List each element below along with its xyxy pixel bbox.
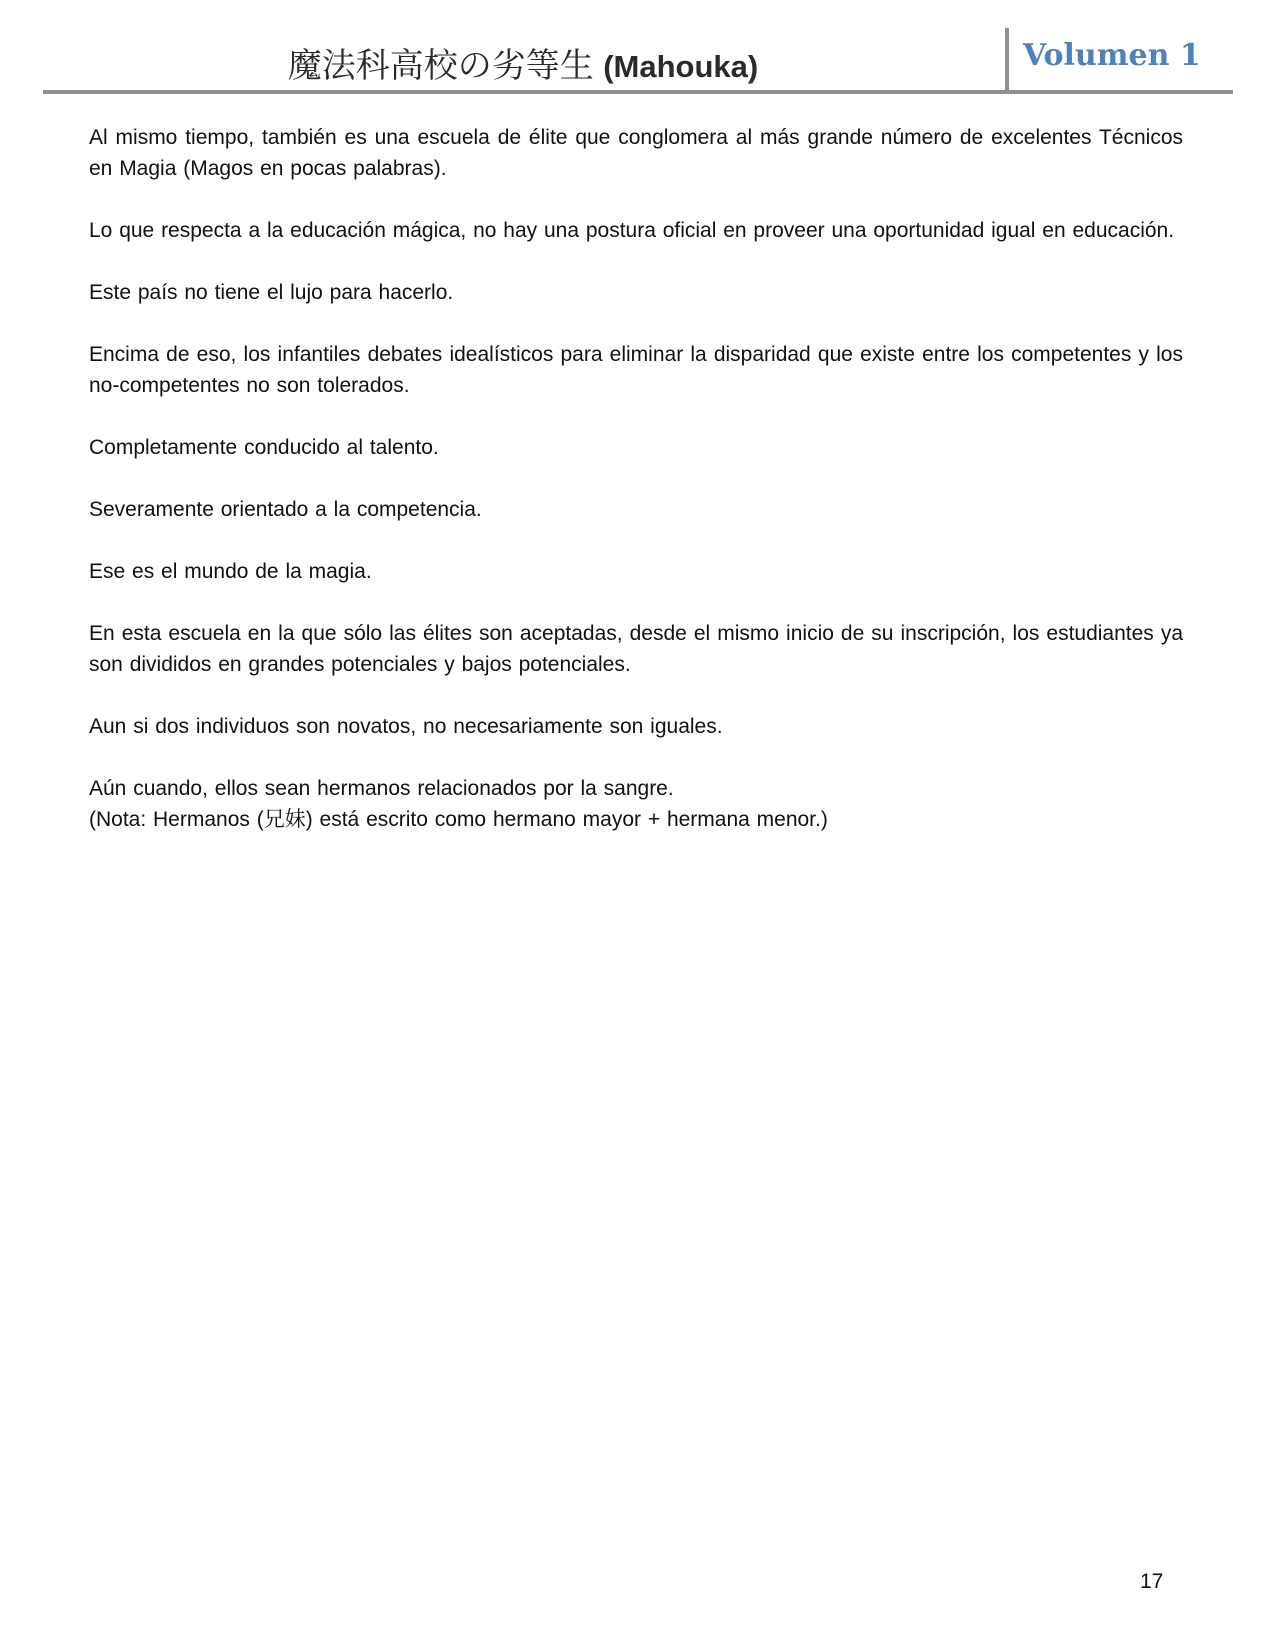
final-line-1: Aún cuando, ellos sean hermanos relacionados por la sangre. bbox=[89, 777, 674, 800]
page-body bbox=[89, 122, 1183, 835]
book-title-japanese: 魔法科高校の劣等生 bbox=[287, 47, 594, 85]
paragraph-2: Lo que respecta a la educación mágica, no hay una postura oficial en proveer una oportunidad igual en educación. bbox=[89, 219, 1175, 242]
volume-label: Volumen 1 bbox=[1023, 38, 1201, 73]
paragraph-9: Aun si dos individuos son novatos, no necesariamente son iguales. bbox=[89, 715, 723, 738]
page-header bbox=[43, 28, 1233, 94]
paragraph-final bbox=[89, 773, 1183, 835]
paragraph-3: Este país no tiene el lujo para hacerlo. bbox=[89, 281, 454, 304]
header-rule bbox=[43, 90, 1233, 94]
paragraph-7: Ese es el mundo de la magia. bbox=[89, 560, 372, 583]
paragraph-1: Al mismo tiempo, también es una escuela de élite que conglomera al más grande número de excelentes Técnicos en Magia (Magos en pocas palabras). bbox=[89, 126, 1183, 180]
book-title-latin: (Mahouka) bbox=[603, 49, 759, 84]
paragraph-8: En esta escuela en la que sólo las élites son aceptadas, desde el mismo inicio de su inscripción, los estudiantes ya son divididos en grandes potenciales y bajos potenciales. bbox=[89, 622, 1183, 676]
paragraph-6: Severamente orientado a la competencia. bbox=[89, 498, 482, 521]
paragraph-5: Completamente conducido al talento. bbox=[89, 436, 439, 459]
book-title bbox=[43, 38, 1003, 87]
paragraph-4: Encima de eso, los infantiles debates idealísticos para eliminar la disparidad que existe entre los competentes y los no-competentes no son tolerados. bbox=[89, 343, 1183, 397]
header-divider bbox=[1005, 28, 1009, 92]
page-number: 17 bbox=[1140, 1570, 1164, 1593]
translator-note: (Nota: Hermanos (兄妹) está escrito como hermano mayor + hermana menor.) bbox=[89, 808, 828, 831]
